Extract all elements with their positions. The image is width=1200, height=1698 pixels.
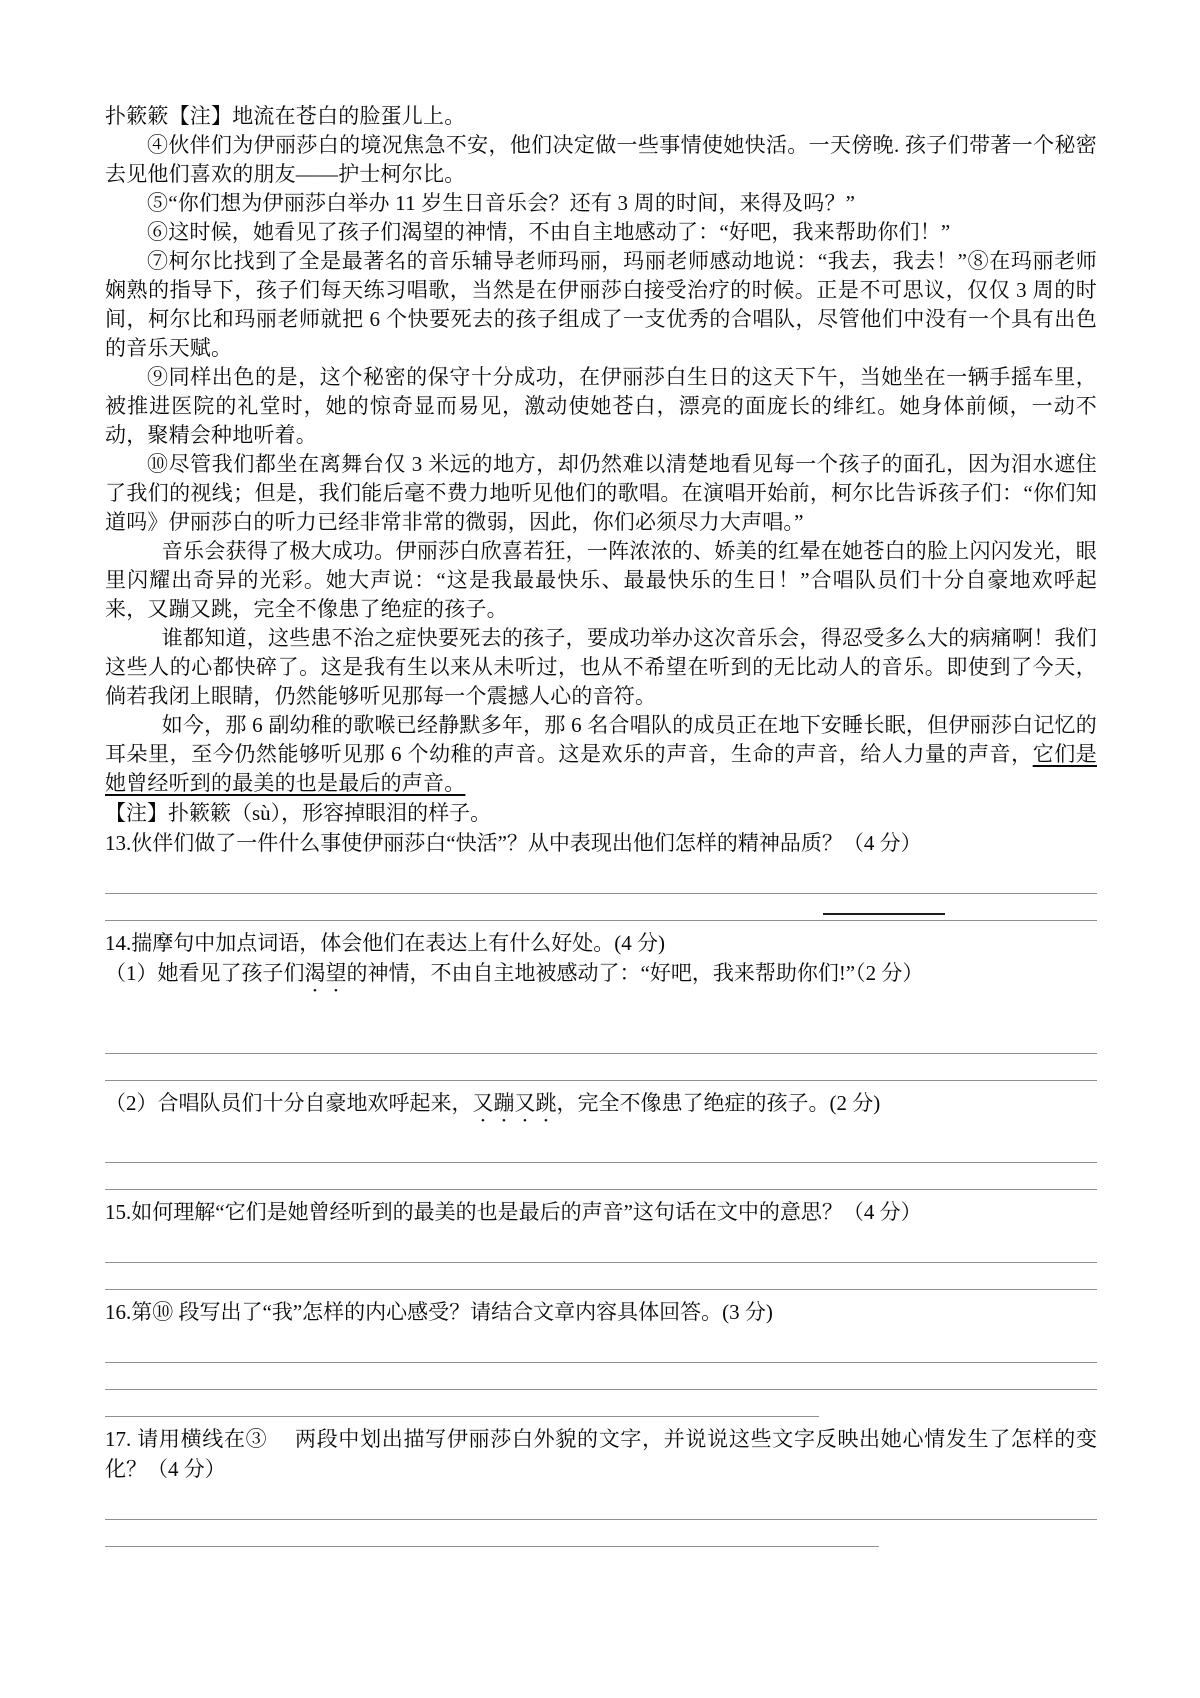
- article-paragraph-4: ④伙伴们为伊丽莎白的境况焦急不安，他们决定做一些事情使她快活。一天傍晚. 孩子们带著一个秘密去见他们喜欢的朋友——护士柯尔比。: [105, 133, 1097, 186]
- question-13: 13.伙伴们做了一件什么事使伊丽莎白“快活”？从中表现出他们怎样的精神品质？（4 分）: [105, 831, 922, 855]
- answer-line: [105, 867, 1097, 894]
- stray-mark: [823, 913, 945, 915]
- answer-line: [105, 1054, 1097, 1081]
- answer-line: [105, 1136, 1097, 1163]
- answer-line: [105, 1493, 1097, 1520]
- question-14-1-post: 的神情，不由自主地被感动了：“好吧，我来帮助你们!”（2 分）: [346, 961, 924, 985]
- question-14-2-post: ，完全不像患了绝症的孩子。(2 分): [556, 1091, 881, 1115]
- question-14: 14.揣摩句中加点词语，体会他们在表达上有什么好处。(4 分): [105, 931, 665, 955]
- question-14-1: [105, 958, 1097, 997]
- article-paragraph-5: ⑤“你们想为伊丽莎白举办 11 岁生日音乐会？还有 3 周的时间，来得及吗？”: [147, 191, 856, 215]
- question-17: 17. 请用横线在③ 两段中划出描写伊丽莎白外貌的文字，并说说这些文字反映出她心情发生了怎样的变化？（4 分）: [105, 1427, 1097, 1481]
- question-14-2: [105, 1088, 1097, 1127]
- final-paragraph-text: 如今，那 6 副幼稚的歌喉已经静默多年，那 6 名合唱队的成员正在地下安睡长眠，但伊丽莎白记忆的耳朵里，至今仍然能够听见那 6 个幼稚的声音。这是欢乐的声音，生命的声音，给人力量的声音，: [105, 713, 1097, 766]
- answer-line: [105, 1163, 1097, 1190]
- answer-line: [105, 1390, 819, 1417]
- answer-line: [105, 1027, 1097, 1054]
- article-paragraph-9: ⑨同样出色的是，这个秘密的保守十分成功，在伊丽莎白生日的这天下午，当她坐在一辆手摇车里，被推进医院的礼堂时，她的惊奇显而易见，激动使她苍白，漂亮的面庞长的绯红。她身体前倾，一动不动，聚精会种地听着。: [105, 365, 1097, 447]
- article-paragraph-7-8: ⑦柯尔比找到了全是最著名的音乐辅导老师玛丽，玛丽老师感动地说：“我去，我去！”⑧在玛丽老师娴熟的指导下，孩子们每天练习唱歌，当然是在伊丽莎白接受治疗的时候。正是不可思议，仅仅 3 周的时间，柯尔比和玛丽老师就把 6 个快要死去的孩子组成了一支优秀的合唱队，尽管他们中没有一个具有出色的音乐天赋。: [105, 249, 1097, 360]
- question-14-1-pre: （1）她看见了孩子们: [105, 961, 305, 985]
- answer-line: [105, 1336, 1097, 1363]
- answer-line: [105, 1236, 1097, 1263]
- article-paragraph-6: ⑥这时候，她看见了孩子们渴望的神情，不由自主地感动了：“好吧，我来帮助你们！”: [147, 220, 951, 244]
- article-paragraph-lead: 扑簌簌【注】地流在苍白的脸蛋儿上。: [105, 104, 466, 128]
- final-underlined-sentence: 它们是她曾经听到的最美的也是最后的声音。: [105, 742, 1098, 795]
- question-16: 16.第⑩ 段写出了“我”怎样的内心感受？请结合文章内容具体回答。(3 分): [105, 1300, 773, 1324]
- answer-line: [105, 1520, 879, 1547]
- question-15: 15.如何理解“它们是她曾经听到的最美的也是最后的声音”这句话在文中的意思？（4 分）: [105, 1200, 922, 1224]
- question-14-1-emphasized: 渴望: [304, 961, 347, 985]
- article-paragraph-final: [105, 711, 1097, 798]
- answer-line: [105, 1363, 1097, 1390]
- answer-line: [105, 894, 1097, 921]
- answer-line: [105, 1263, 1097, 1290]
- question-14-2-pre: （2）合唱队员们十分自豪地欢呼起来，: [105, 1091, 473, 1115]
- article-paragraph-concert: 音乐会获得了极大成功。伊丽莎白欣喜若狂，一阵浓浓的、娇美的红晕在她苍白的脸上闪闪发光，眼里闪耀出奇异的光彩。她大声说：“这是我最最快乐、最最快乐的生日！”合唱队员们十分自豪地欢呼起来，又蹦又跳，完全不像患了绝症的孩子。: [105, 539, 1097, 621]
- question-14-2-emphasized: 又蹦又跳: [472, 1091, 557, 1115]
- article-paragraph-10: ⑩尽管我们都坐在离舞台仅 3 米远的地方，却仍然难以清楚地看见每一个孩子的面孔，因为泪水遮住了我们的视线；但是，我们能后毫不费力地听见他们的歌唱。在演唱开始前，柯尔比告诉孩子们：“你们知道吗》伊丽莎白的听力已经非常非常的微弱，因此，你们必须尽力大声唱。”: [105, 452, 1097, 534]
- article-paragraph-everyone-knows: 谁都知道，这些患不治之症快要死去的孩子，要成功举办这次音乐会，得忍受多么大的病痛啊！我们这些人的心都快碎了。这是我有生以来从未听过，也从不希望在听到的无比动人的音乐。即使到了今天，倘若我闭上眼睛，仍然能够听见那每一个震撼人心的音符。: [105, 626, 1097, 708]
- footnote: 【注】扑簌簌（sù），形容掉眼泪的样子。: [105, 801, 492, 825]
